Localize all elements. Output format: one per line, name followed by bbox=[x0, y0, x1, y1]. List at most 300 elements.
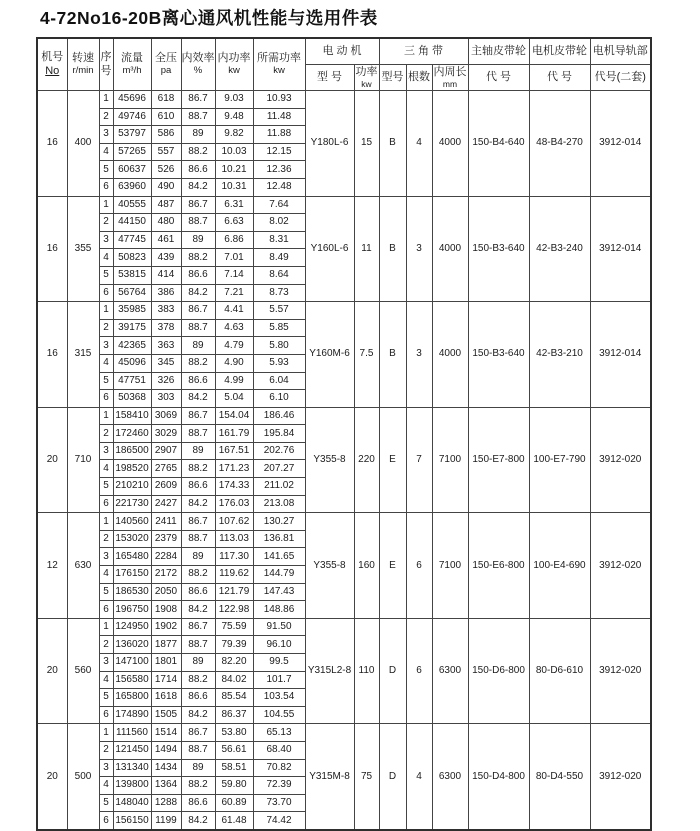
belt-model-cell: D bbox=[379, 618, 406, 724]
table-header bbox=[37, 38, 651, 91]
power-cell: 4.99 bbox=[215, 372, 253, 390]
required-power-cell: 8.64 bbox=[253, 266, 305, 284]
required-power-cell: 12.48 bbox=[253, 178, 305, 196]
power-cell: 53.80 bbox=[215, 724, 253, 742]
flow-cell: 49746 bbox=[113, 108, 151, 126]
flow-cell: 153020 bbox=[113, 530, 151, 548]
flow-cell: 158410 bbox=[113, 407, 151, 425]
motor-power-cell: 11 bbox=[354, 196, 379, 302]
power-cell: 174.33 bbox=[215, 478, 253, 496]
power-cell: 9.48 bbox=[215, 108, 253, 126]
seq-cell: 3 bbox=[99, 442, 113, 460]
belt-length-cell: 6300 bbox=[432, 618, 468, 724]
seq-cell: 1 bbox=[99, 196, 113, 214]
efficiency-cell: 84.2 bbox=[181, 495, 215, 513]
belt-length-cell: 6300 bbox=[432, 724, 468, 830]
power-cell: 7.14 bbox=[215, 266, 253, 284]
seq-cell: 5 bbox=[99, 583, 113, 601]
required-power-cell: 103.54 bbox=[253, 689, 305, 707]
power-cell: 9.82 bbox=[215, 126, 253, 144]
pressure-cell: 526 bbox=[151, 161, 181, 179]
power-cell: 82.20 bbox=[215, 654, 253, 672]
power-cell: 58.51 bbox=[215, 759, 253, 777]
flow-cell: 47745 bbox=[113, 231, 151, 249]
header-main-pulley-group: 主轴皮带轮 bbox=[468, 38, 529, 65]
required-power-cell: 72.39 bbox=[253, 777, 305, 795]
efficiency-cell: 86.6 bbox=[181, 372, 215, 390]
page-title: 4-72No16-20B离心通风机性能与选用件表 bbox=[40, 8, 378, 28]
speed-cell: 710 bbox=[67, 407, 99, 513]
pressure-cell: 2379 bbox=[151, 530, 181, 548]
pressure-cell: 3029 bbox=[151, 425, 181, 443]
flow-cell: 165480 bbox=[113, 548, 151, 566]
required-power-cell: 202.76 bbox=[253, 442, 305, 460]
efficiency-cell: 84.2 bbox=[181, 390, 215, 408]
required-power-cell: 11.48 bbox=[253, 108, 305, 126]
efficiency-cell: 88.7 bbox=[181, 319, 215, 337]
efficiency-cell: 88.7 bbox=[181, 741, 215, 759]
belt-count-cell: 3 bbox=[406, 196, 432, 302]
seq-cell: 5 bbox=[99, 794, 113, 812]
machine-no-cell: 12 bbox=[37, 513, 67, 619]
seq-cell: 3 bbox=[99, 759, 113, 777]
seq-cell: 4 bbox=[99, 143, 113, 161]
belt-count-cell: 3 bbox=[406, 302, 432, 408]
efficiency-cell: 86.7 bbox=[181, 302, 215, 320]
pressure-cell: 2411 bbox=[151, 513, 181, 531]
flow-cell: 174890 bbox=[113, 706, 151, 724]
pressure-cell: 586 bbox=[151, 126, 181, 144]
efficiency-cell: 86.7 bbox=[181, 407, 215, 425]
required-power-cell: 211.02 bbox=[253, 478, 305, 496]
power-cell: 10.31 bbox=[215, 178, 253, 196]
header-main-pulley-code: 代 号 bbox=[468, 65, 529, 91]
pressure-cell: 439 bbox=[151, 249, 181, 267]
flow-cell: 50823 bbox=[113, 249, 151, 267]
seq-cell: 4 bbox=[99, 249, 113, 267]
table-row bbox=[37, 407, 651, 425]
required-power-cell: 8.02 bbox=[253, 214, 305, 232]
belt-model-cell: B bbox=[379, 302, 406, 408]
seq-cell: 2 bbox=[99, 741, 113, 759]
efficiency-cell: 86.6 bbox=[181, 478, 215, 496]
header-belt-count: 根数 bbox=[406, 65, 432, 91]
header-motor-model: 型 号 bbox=[305, 65, 354, 91]
flow-cell: 121450 bbox=[113, 741, 151, 759]
seq-cell: 5 bbox=[99, 161, 113, 179]
pressure-cell: 618 bbox=[151, 91, 181, 109]
power-cell: 60.89 bbox=[215, 794, 253, 812]
power-cell: 113.03 bbox=[215, 530, 253, 548]
power-cell: 4.79 bbox=[215, 337, 253, 355]
seq-cell: 1 bbox=[99, 618, 113, 636]
required-power-cell: 104.55 bbox=[253, 706, 305, 724]
motor-model-cell: Y315M-8 bbox=[305, 724, 354, 830]
seq-cell: 2 bbox=[99, 636, 113, 654]
flow-cell: 140560 bbox=[113, 513, 151, 531]
table-row bbox=[37, 724, 651, 742]
power-cell: 6.63 bbox=[215, 214, 253, 232]
flow-cell: 147100 bbox=[113, 654, 151, 672]
rail-code-cell: 3912-020 bbox=[590, 724, 651, 830]
seq-cell: 5 bbox=[99, 689, 113, 707]
table-row bbox=[37, 91, 651, 109]
pressure-cell: 414 bbox=[151, 266, 181, 284]
belt-count-cell: 4 bbox=[406, 91, 432, 197]
seq-cell: 6 bbox=[99, 601, 113, 619]
flow-cell: 165800 bbox=[113, 689, 151, 707]
flow-cell: 42365 bbox=[113, 337, 151, 355]
pressure-cell: 487 bbox=[151, 196, 181, 214]
motor-model-cell: Y355-8 bbox=[305, 513, 354, 619]
power-cell: 176.03 bbox=[215, 495, 253, 513]
power-cell: 79.39 bbox=[215, 636, 253, 654]
seq-cell: 1 bbox=[99, 513, 113, 531]
required-power-cell: 148.86 bbox=[253, 601, 305, 619]
machine-no-cell: 16 bbox=[37, 302, 67, 408]
efficiency-cell: 84.2 bbox=[181, 706, 215, 724]
belt-model-cell: E bbox=[379, 407, 406, 513]
main-pulley-cell: 150-D6-800 bbox=[468, 618, 529, 724]
flow-cell: 131340 bbox=[113, 759, 151, 777]
motor-pulley-cell: 100-E7-790 bbox=[529, 407, 590, 513]
seq-cell: 6 bbox=[99, 812, 113, 830]
flow-cell: 39175 bbox=[113, 319, 151, 337]
pressure-cell: 303 bbox=[151, 390, 181, 408]
required-power-cell: 213.08 bbox=[253, 495, 305, 513]
pressure-cell: 1801 bbox=[151, 654, 181, 672]
seq-cell: 3 bbox=[99, 231, 113, 249]
belt-model-cell: B bbox=[379, 196, 406, 302]
required-power-cell: 73.70 bbox=[253, 794, 305, 812]
speed-cell: 560 bbox=[67, 618, 99, 724]
power-cell: 4.90 bbox=[215, 354, 253, 372]
seq-cell: 2 bbox=[99, 425, 113, 443]
seq-cell: 5 bbox=[99, 372, 113, 390]
power-cell: 6.31 bbox=[215, 196, 253, 214]
required-power-cell: 101.7 bbox=[253, 671, 305, 689]
seq-cell: 3 bbox=[99, 548, 113, 566]
flow-cell: 57265 bbox=[113, 143, 151, 161]
header-machine-no: 机号 No bbox=[37, 38, 67, 91]
power-cell: 154.04 bbox=[215, 407, 253, 425]
header-speed: 转速 r/min bbox=[67, 38, 99, 91]
required-power-cell: 5.85 bbox=[253, 319, 305, 337]
fan-spec-table bbox=[36, 37, 652, 831]
machine-no-cell: 16 bbox=[37, 196, 67, 302]
pressure-cell: 1505 bbox=[151, 706, 181, 724]
required-power-cell: 136.81 bbox=[253, 530, 305, 548]
pressure-cell: 2050 bbox=[151, 583, 181, 601]
seq-cell: 4 bbox=[99, 354, 113, 372]
belt-length-cell: 4000 bbox=[432, 196, 468, 302]
belt-model-cell: E bbox=[379, 513, 406, 619]
efficiency-cell: 86.6 bbox=[181, 266, 215, 284]
header-belt-model: 型号 bbox=[379, 65, 406, 91]
efficiency-cell: 84.2 bbox=[181, 178, 215, 196]
pressure-cell: 461 bbox=[151, 231, 181, 249]
pressure-cell: 383 bbox=[151, 302, 181, 320]
power-cell: 10.21 bbox=[215, 161, 253, 179]
motor-model-cell: Y160M-6 bbox=[305, 302, 354, 408]
required-power-cell: 96.10 bbox=[253, 636, 305, 654]
flow-cell: 44150 bbox=[113, 214, 151, 232]
required-power-cell: 144.79 bbox=[253, 566, 305, 584]
required-power-cell: 68.40 bbox=[253, 741, 305, 759]
efficiency-cell: 86.6 bbox=[181, 689, 215, 707]
efficiency-cell: 86.7 bbox=[181, 91, 215, 109]
required-power-cell: 5.93 bbox=[253, 354, 305, 372]
pressure-cell: 1877 bbox=[151, 636, 181, 654]
header-row-1 bbox=[37, 38, 651, 65]
power-cell: 122.98 bbox=[215, 601, 253, 619]
motor-power-cell: 75 bbox=[354, 724, 379, 830]
required-power-cell: 12.36 bbox=[253, 161, 305, 179]
belt-count-cell: 4 bbox=[406, 724, 432, 830]
belt-model-cell: D bbox=[379, 724, 406, 830]
efficiency-cell: 88.2 bbox=[181, 671, 215, 689]
flow-cell: 124950 bbox=[113, 618, 151, 636]
power-cell: 9.03 bbox=[215, 91, 253, 109]
seq-cell: 1 bbox=[99, 407, 113, 425]
header-flow: 流量 m³/h bbox=[113, 38, 151, 91]
flow-cell: 139800 bbox=[113, 777, 151, 795]
required-power-cell: 147.43 bbox=[253, 583, 305, 601]
efficiency-cell: 88.7 bbox=[181, 530, 215, 548]
rail-code-cell: 3912-020 bbox=[590, 618, 651, 724]
required-power-cell: 99.5 bbox=[253, 654, 305, 672]
flow-cell: 156150 bbox=[113, 812, 151, 830]
motor-pulley-cell: 42-B3-210 bbox=[529, 302, 590, 408]
pressure-cell: 2427 bbox=[151, 495, 181, 513]
power-cell: 107.62 bbox=[215, 513, 253, 531]
power-cell: 85.54 bbox=[215, 689, 253, 707]
power-cell: 7.01 bbox=[215, 249, 253, 267]
flow-cell: 221730 bbox=[113, 495, 151, 513]
power-cell: 59.80 bbox=[215, 777, 253, 795]
required-power-cell: 65.13 bbox=[253, 724, 305, 742]
table-row bbox=[37, 618, 651, 636]
header-pressure: 全压 pa bbox=[151, 38, 181, 91]
seq-cell: 6 bbox=[99, 495, 113, 513]
seq-cell: 2 bbox=[99, 530, 113, 548]
power-cell: 171.23 bbox=[215, 460, 253, 478]
required-power-cell: 8.49 bbox=[253, 249, 305, 267]
header-efficiency: 内效率 % bbox=[181, 38, 215, 91]
motor-model-cell: Y315L2-8 bbox=[305, 618, 354, 724]
power-cell: 86.37 bbox=[215, 706, 253, 724]
main-pulley-cell: 150-B3-640 bbox=[468, 302, 529, 408]
header-power: 内功率 kw bbox=[215, 38, 253, 91]
efficiency-cell: 86.7 bbox=[181, 618, 215, 636]
efficiency-cell: 88.7 bbox=[181, 636, 215, 654]
pressure-cell: 2284 bbox=[151, 548, 181, 566]
efficiency-cell: 89 bbox=[181, 442, 215, 460]
motor-model-cell: Y160L-6 bbox=[305, 196, 354, 302]
required-power-cell: 7.64 bbox=[253, 196, 305, 214]
rail-code-cell: 3912-014 bbox=[590, 91, 651, 197]
efficiency-cell: 84.2 bbox=[181, 812, 215, 830]
header-belt-group: 三 角 带 bbox=[379, 38, 468, 65]
flow-cell: 56764 bbox=[113, 284, 151, 302]
flow-cell: 172460 bbox=[113, 425, 151, 443]
rail-code-cell: 3912-014 bbox=[590, 196, 651, 302]
efficiency-cell: 86.7 bbox=[181, 196, 215, 214]
required-power-cell: 74.42 bbox=[253, 812, 305, 830]
pressure-cell: 1908 bbox=[151, 601, 181, 619]
required-power-cell: 8.31 bbox=[253, 231, 305, 249]
power-cell: 61.48 bbox=[215, 812, 253, 830]
flow-cell: 186530 bbox=[113, 583, 151, 601]
speed-cell: 500 bbox=[67, 724, 99, 830]
seq-cell: 1 bbox=[99, 302, 113, 320]
efficiency-cell: 89 bbox=[181, 231, 215, 249]
flow-cell: 35985 bbox=[113, 302, 151, 320]
flow-cell: 40555 bbox=[113, 196, 151, 214]
belt-count-cell: 7 bbox=[406, 407, 432, 513]
power-cell: 75.59 bbox=[215, 618, 253, 636]
required-power-cell: 11.88 bbox=[253, 126, 305, 144]
flow-cell: 148040 bbox=[113, 794, 151, 812]
pressure-cell: 2765 bbox=[151, 460, 181, 478]
speed-cell: 630 bbox=[67, 513, 99, 619]
flow-cell: 156580 bbox=[113, 671, 151, 689]
efficiency-cell: 88.2 bbox=[181, 777, 215, 795]
seq-cell: 6 bbox=[99, 284, 113, 302]
required-power-cell: 70.82 bbox=[253, 759, 305, 777]
seq-cell: 6 bbox=[99, 390, 113, 408]
motor-pulley-cell: 42-B3-240 bbox=[529, 196, 590, 302]
efficiency-cell: 89 bbox=[181, 337, 215, 355]
pressure-cell: 1902 bbox=[151, 618, 181, 636]
power-cell: 167.51 bbox=[215, 442, 253, 460]
power-cell: 5.04 bbox=[215, 390, 253, 408]
pressure-cell: 1199 bbox=[151, 812, 181, 830]
seq-cell: 4 bbox=[99, 460, 113, 478]
efficiency-cell: 88.2 bbox=[181, 460, 215, 478]
seq-cell: 3 bbox=[99, 126, 113, 144]
seq-cell: 2 bbox=[99, 319, 113, 337]
seq-cell: 3 bbox=[99, 654, 113, 672]
flow-cell: 198520 bbox=[113, 460, 151, 478]
pressure-cell: 2172 bbox=[151, 566, 181, 584]
pressure-cell: 1618 bbox=[151, 689, 181, 707]
required-power-cell: 5.80 bbox=[253, 337, 305, 355]
required-power-cell: 91.50 bbox=[253, 618, 305, 636]
required-power-cell: 6.10 bbox=[253, 390, 305, 408]
required-power-cell: 195.84 bbox=[253, 425, 305, 443]
required-power-cell: 6.04 bbox=[253, 372, 305, 390]
seq-cell: 4 bbox=[99, 566, 113, 584]
belt-length-cell: 7100 bbox=[432, 407, 468, 513]
seq-cell: 2 bbox=[99, 108, 113, 126]
power-cell: 56.61 bbox=[215, 741, 253, 759]
required-power-cell: 10.93 bbox=[253, 91, 305, 109]
efficiency-cell: 86.6 bbox=[181, 583, 215, 601]
efficiency-cell: 88.2 bbox=[181, 566, 215, 584]
header-rail-code: 代号(二套) bbox=[590, 65, 651, 91]
pressure-cell: 386 bbox=[151, 284, 181, 302]
motor-power-cell: 7.5 bbox=[354, 302, 379, 408]
efficiency-cell: 88.2 bbox=[181, 354, 215, 372]
flow-cell: 111560 bbox=[113, 724, 151, 742]
efficiency-cell: 88.7 bbox=[181, 108, 215, 126]
efficiency-cell: 86.6 bbox=[181, 161, 215, 179]
pressure-cell: 480 bbox=[151, 214, 181, 232]
seq-cell: 2 bbox=[99, 214, 113, 232]
efficiency-cell: 88.7 bbox=[181, 425, 215, 443]
efficiency-cell: 86.6 bbox=[181, 794, 215, 812]
pressure-cell: 1364 bbox=[151, 777, 181, 795]
seq-cell: 4 bbox=[99, 671, 113, 689]
required-power-cell: 5.57 bbox=[253, 302, 305, 320]
pressure-cell: 1288 bbox=[151, 794, 181, 812]
motor-pulley-cell: 48-B4-270 bbox=[529, 91, 590, 197]
speed-cell: 355 bbox=[67, 196, 99, 302]
table-row bbox=[37, 196, 651, 214]
table-body bbox=[37, 91, 651, 830]
rail-code-cell: 3912-020 bbox=[590, 513, 651, 619]
required-power-cell: 130.27 bbox=[253, 513, 305, 531]
flow-cell: 60637 bbox=[113, 161, 151, 179]
seq-cell: 6 bbox=[99, 706, 113, 724]
main-pulley-cell: 150-D4-800 bbox=[468, 724, 529, 830]
pressure-cell: 3069 bbox=[151, 407, 181, 425]
motor-pulley-cell: 80-D4-550 bbox=[529, 724, 590, 830]
pressure-cell: 363 bbox=[151, 337, 181, 355]
machine-no-cell: 20 bbox=[37, 618, 67, 724]
flow-cell: 186500 bbox=[113, 442, 151, 460]
required-power-cell: 186.46 bbox=[253, 407, 305, 425]
main-pulley-cell: 150-B3-640 bbox=[468, 196, 529, 302]
efficiency-cell: 84.2 bbox=[181, 284, 215, 302]
power-cell: 6.86 bbox=[215, 231, 253, 249]
efficiency-cell: 88.2 bbox=[181, 143, 215, 161]
seq-cell: 3 bbox=[99, 337, 113, 355]
flow-cell: 63960 bbox=[113, 178, 151, 196]
efficiency-cell: 89 bbox=[181, 126, 215, 144]
power-cell: 7.21 bbox=[215, 284, 253, 302]
flow-cell: 47751 bbox=[113, 372, 151, 390]
seq-cell: 5 bbox=[99, 266, 113, 284]
motor-pulley-cell: 100-E4-690 bbox=[529, 513, 590, 619]
pressure-cell: 1514 bbox=[151, 724, 181, 742]
motor-power-cell: 160 bbox=[354, 513, 379, 619]
motor-pulley-cell: 80-D6-610 bbox=[529, 618, 590, 724]
header-motor-group: 电 动 机 bbox=[305, 38, 379, 65]
speed-cell: 315 bbox=[67, 302, 99, 408]
required-power-cell: 207.27 bbox=[253, 460, 305, 478]
header-motor-pulley-code: 代 号 bbox=[529, 65, 590, 91]
belt-length-cell: 7100 bbox=[432, 513, 468, 619]
power-cell: 10.03 bbox=[215, 143, 253, 161]
machine-no-cell: 20 bbox=[37, 724, 67, 830]
seq-cell: 6 bbox=[99, 178, 113, 196]
efficiency-cell: 89 bbox=[181, 654, 215, 672]
flow-cell: 53797 bbox=[113, 126, 151, 144]
seq-cell: 1 bbox=[99, 724, 113, 742]
header-motor-power: 功率 kw bbox=[355, 65, 378, 89]
belt-count-cell: 6 bbox=[406, 618, 432, 724]
header-required-power: 所需功率 kw bbox=[253, 38, 305, 91]
flow-cell: 50368 bbox=[113, 390, 151, 408]
pressure-cell: 345 bbox=[151, 354, 181, 372]
header-rail-group: 电机导轨部 bbox=[590, 38, 651, 65]
belt-model-cell: B bbox=[379, 91, 406, 197]
seq-cell: 5 bbox=[99, 478, 113, 496]
pressure-cell: 1714 bbox=[151, 671, 181, 689]
machine-no-cell: 16 bbox=[37, 91, 67, 197]
